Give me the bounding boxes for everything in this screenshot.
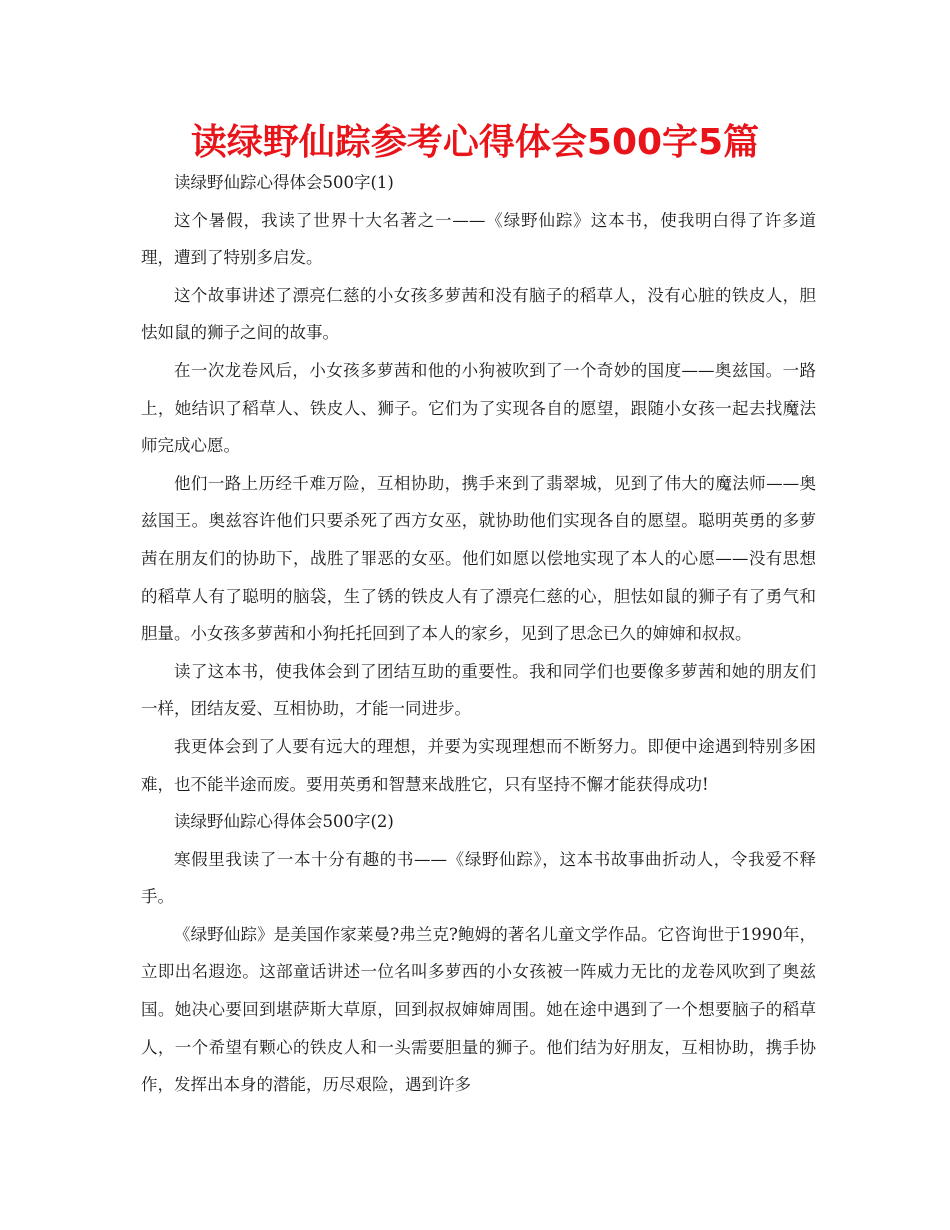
paragraph: 寒假里我读了一本十分有趣的书——《绿野仙踪》，这本书故事曲折动人，令我爱不释手。 [141, 849, 816, 907]
paragraph: 《绿野仙踪》是美国作家莱曼?弗兰克?鲍姆的著名儿童文学作品。它咨询世于1990年，立即出名遐迩。这部童话讲述一位名叫多萝西的小女孩被一阵威力无比的龙卷风吹到了奥兹国。她决心要回到堪萨斯大草原，回到叔叔婶婶周围。她在途中遇到了一个想要脑子的稻草人，一个希望有颗心的铁皮人和一头需要胆量的狮子。他们结为好朋友，互相协助，携手协作，发挥出本身的潜能，历尽艰险，遇到许多 [141, 924, 816, 1095]
document-title: 读绿野仙踪参考心得体会500字5篇 [190, 122, 760, 163]
paragraph: 他们一路上历经千难万险，互相协助，携手来到了翡翠城，见到了伟大的魔法师——奥兹国王。奥兹容许他们只要杀死了西方女巫，就协助他们实现各自的愿望。聪明英勇的多萝茜在朋友们的协助下，战胜了罪恶的女巫。他们如愿以偿地实现了本人的心愿——没有思想的稻草人有了聪明的脑袋，生了锈的铁皮人有了漂亮仁慈的心，胆怯如鼠的狮子有了勇气和胆量。小女孩多萝茜和小狗托托回到了本人的家乡，见到了思念已久的婶婶和叔叔。 [141, 473, 816, 644]
document-body [141, 164, 816, 1104]
paragraph: 读了这本书，使我体会到了团结互助的重要性。我和同学们也要像多萝茜和她的朋友们一样，团结友爱、互相协助，才能一同进步。 [141, 661, 816, 719]
paragraph: 我更体会到了人要有远大的理想，并要为实现理想而不断努力。即便中途遇到特别多困难，也不能半途而废。要用英勇和智慧来战胜它，只有坚持不懈才能获得成功! [141, 736, 816, 794]
paragraph: 这个暑假，我读了世界十大名著之一——《绿野仙踪》这本书，使我明白得了许多道理，遭到了特别多启发。 [141, 210, 816, 268]
paragraph: 在一次龙卷风后，小女孩多萝茜和他的小狗被吹到了一个奇妙的国度——奥兹国。一路上，她结识了稻草人、铁皮人、狮子。它们为了实现各自的愿望，跟随小女孩一起去找魔法师完成心愿。 [141, 360, 816, 456]
section-heading: 读绿野仙踪心得体会500字(2) [174, 812, 394, 832]
paragraph: 这个故事讲述了漂亮仁慈的小女孩多萝茜和没有脑子的稻草人，没有心脏的铁皮人，胆怯如鼠的狮子之间的故事。 [141, 285, 816, 343]
section-heading: 读绿野仙踪心得体会500字(1) [174, 173, 394, 192]
